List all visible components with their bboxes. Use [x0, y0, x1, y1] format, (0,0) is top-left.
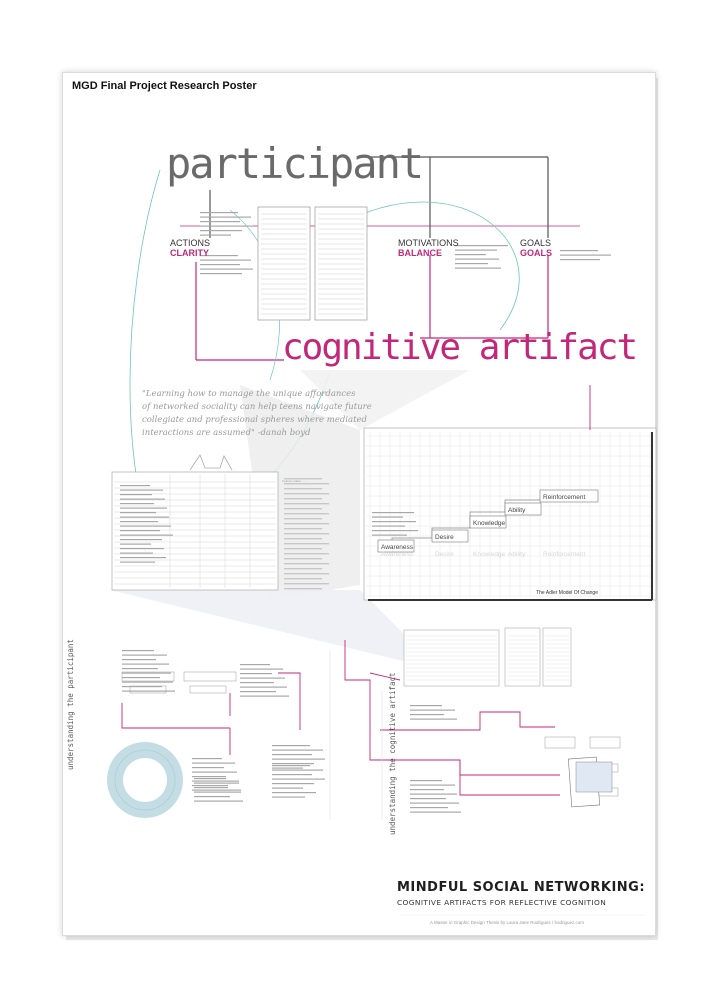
fogg-caption: The Adler Model Of Change [536, 590, 598, 596]
fogg-step-ghost: Desire [435, 551, 454, 558]
footer-subtitle: COGNITIVE ARTIFACTS FOR REFLECTIVE COGNITION [397, 898, 607, 907]
side-label-artifact: understanding the cognitive artifact [388, 672, 397, 835]
label-goals: GOALS [520, 238, 552, 248]
label-motivations: MOTIVATIONS [398, 238, 459, 248]
label-clarity: CLARITY [170, 248, 209, 258]
fogg-step-label: Reinforcement [543, 494, 586, 501]
svg-text:Column notes ........: Column notes ........ [282, 479, 309, 483]
footer-title: MINDFUL SOCIAL NETWORKING: [397, 880, 646, 895]
side-label-participant: understanding the participant [66, 639, 75, 770]
fogg-step-label: Ability [508, 507, 526, 514]
fogg-step-label: Desire [435, 534, 454, 541]
fogg-step-ghost: Reinforcement [543, 551, 586, 558]
label-goals-accent: GOALS [520, 248, 553, 258]
heading-participant: participant [166, 139, 423, 188]
fogg-step-ghost: Awareness [381, 551, 414, 558]
fogg-step-ghost: Ability [508, 551, 526, 558]
footer-credit: A Master in Graphic Design Thesis by Laura Jane Rodriguez / lrodriguez.com [430, 920, 584, 925]
quote-line: collegiate and professional spheres where mediated [142, 415, 367, 425]
fogg-step-ghost: Knowledge [473, 551, 506, 558]
quote-line: interactions are assumed" -danah boyd [142, 428, 311, 438]
quote-line: "Learning how to manage the unique affordances [142, 389, 356, 399]
fogg-step-label: Knowledge [473, 520, 506, 527]
fogg-step-label: Awareness [381, 544, 414, 551]
label-balance: BALANCE [398, 248, 442, 258]
label-actions: ACTIONS [170, 238, 211, 248]
quote-line: of networked sociality can help teens navigate future [142, 402, 372, 412]
quote-block [142, 388, 372, 440]
heading-cognitive-artifact: cognitive artifact [282, 327, 637, 368]
page-title: MGD Final Project Research Poster [72, 80, 257, 92]
